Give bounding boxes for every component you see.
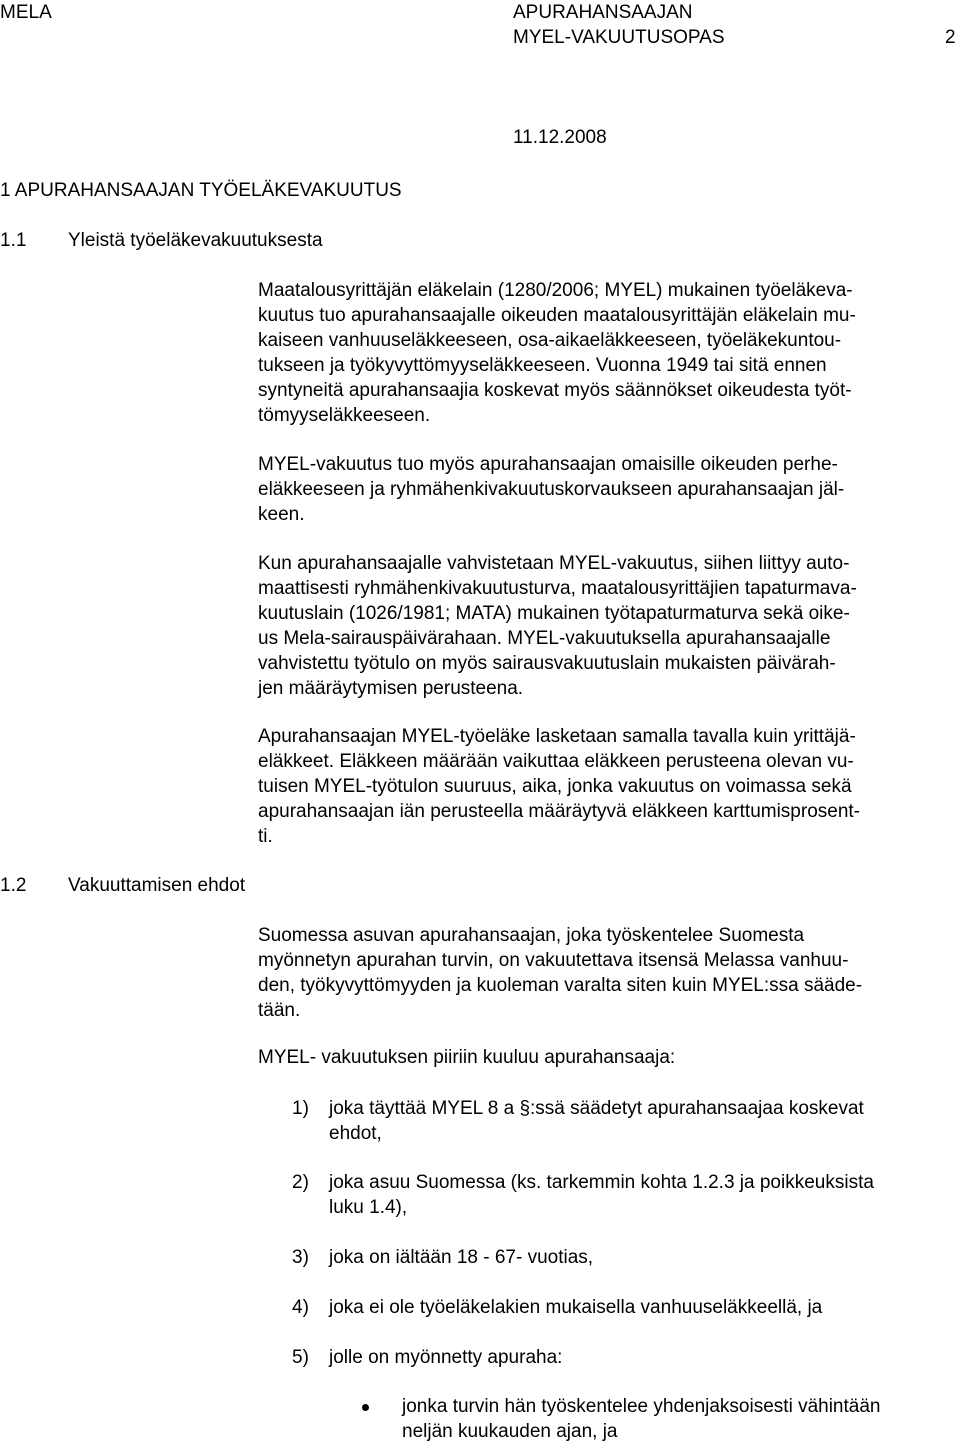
- list-item-4: [292, 1295, 822, 1320]
- bullet-item-text: jonka turvin hän työskentelee yhdenjaksoisesti vähintään: [402, 1396, 881, 1417]
- list-item-text: jolle on myönnetty apuraha:: [329, 1347, 563, 1368]
- text-line: kaiseen vanhuuseläkkeeseen, osa-aikaeläkkeeseen, työeläkekuntou-: [258, 330, 842, 351]
- text-line: apurahansaajan iän perusteella määräytyvä eläkkeen karttumisprosent-: [258, 801, 861, 822]
- text-line: kuutus tuo apurahansaajalle oikeuden maatalousyrittäjän eläkelain mu-: [258, 305, 856, 326]
- text-line: Apurahansaajan MYEL-työeläke lasketaan samalla tavalla kuin yrittäjä-: [258, 726, 856, 747]
- list-item-text: joka asuu Suomessa (ks. tarkemmin kohta 1.2.3 ja poikkeuksista: [329, 1172, 874, 1193]
- text-line: syntyneitä apurahansaajia koskevat myös säännökset oikeudesta työt-: [258, 380, 852, 401]
- list-item-text: ehdot,: [329, 1123, 382, 1144]
- paragraph-insurance-obligation: [258, 923, 948, 1023]
- text-line: tukseen ja työkyvyttömyyseläkkeeseen. Vuonna 1949 tai sitä ennen: [258, 355, 827, 376]
- list-item-number: 5): [292, 1347, 309, 1368]
- header-title-line1: APURAHANSAAJAN: [513, 2, 693, 23]
- text-line: tään.: [258, 1000, 301, 1021]
- bullet-icon: [362, 1404, 369, 1411]
- header-date: 11.12.2008: [513, 127, 607, 148]
- section-heading-1-2-number: 1.2: [0, 875, 27, 896]
- bullet-item-text: neljän kuukauden ajan, ja: [402, 1421, 618, 1442]
- list-item-2: [292, 1170, 874, 1220]
- section-heading-1-1-number: 1.1: [0, 230, 27, 251]
- text-line: kuutuslain (1026/1981; MATA) mukainen työtapaturmaturva sekä oike-: [258, 603, 850, 624]
- section-heading-1-2-text: Vakuuttamisen ehdot: [68, 875, 246, 896]
- list-item-number: 2): [292, 1172, 309, 1193]
- text-line: myönnetyn apurahan turvin, on vakuutettava itsensä Melassa vanhuu-: [258, 950, 849, 971]
- list-item-text: joka ei ole työeläkelakien mukaisella vanhuuseläkkeellä, ja: [329, 1297, 823, 1318]
- list-item-number: 3): [292, 1247, 309, 1268]
- bullet-item-1: [362, 1394, 880, 1444]
- list-item-3: [292, 1245, 593, 1270]
- text-line: ti.: [258, 826, 273, 847]
- text-line: us Mela-sairauspäivärahaan. MYEL-vakuutuksella apurahansaajalle: [258, 628, 831, 649]
- text-line: Suomessa asuvan apurahansaajan, joka työskentelee Suomesta: [258, 925, 805, 946]
- list-item-number: 1): [292, 1098, 309, 1119]
- list-item-5: [292, 1345, 562, 1370]
- list-item-text: joka täyttää MYEL 8 a §:ssä säädetyt apurahansaajaa koskevat: [329, 1098, 864, 1119]
- header-title-line2: MYEL-VAKUUTUSOPAS: [513, 27, 725, 48]
- list-item-text: luku 1.4),: [329, 1197, 408, 1218]
- text-line: jen määräytymisen perusteena.: [258, 678, 524, 699]
- paragraph-list-intro: [258, 1045, 948, 1070]
- text-line: MYEL- vakuutuksen piiriin kuuluu apurahansaaja:: [258, 1047, 676, 1068]
- text-line: eläkkeet. Eläkkeen määrään vaikuttaa eläkkeen perusteena olevan vu-: [258, 751, 854, 772]
- header-page-number: 2: [945, 27, 956, 48]
- text-line: tuisen MYEL-työtulon suuruus, aika, jonka vakuutus on voimassa sekä: [258, 776, 852, 797]
- text-line: den, työkyvyttömyyden ja kuoleman varalta siten kuin MYEL:ssa säädе-: [258, 975, 863, 996]
- text-line: MYEL-vakuutus tuo myös apurahansaajan omaisille oikeuden perhe-: [258, 454, 838, 475]
- section-heading-1: 1 APURAHANSAAJAN TYÖELÄKEVAKUUTUS: [0, 180, 402, 201]
- list-item-number: 4): [292, 1297, 309, 1318]
- list-item-1: [292, 1096, 864, 1146]
- text-line: Maatalousyrittäjän eläkelain (1280/2006; MYEL) mukainen työeläkeva-: [258, 280, 853, 301]
- paragraph-family-pension: [258, 452, 948, 527]
- paragraph-automatic-coverage: [258, 551, 948, 701]
- text-line: Kun apurahansaajalle vahvistetaan MYEL-vakuutus, siihen liittyy auto-: [258, 553, 850, 574]
- paragraph-pension-calculation: [258, 724, 948, 849]
- header-org-name: MELA: [0, 2, 52, 23]
- paragraph-myel-coverage: [258, 278, 948, 428]
- text-line: tömyyseläkkeeseen.: [258, 405, 431, 426]
- text-line: eläkkeeseen ja ryhmähenkivakuutuskorvaukseen apurahansaajan jäl-: [258, 479, 845, 500]
- text-line: vahvistettu työtulo on myös sairausvakuutuslain mukaisten päivärah-: [258, 653, 836, 674]
- list-item-text: joka on iältään 18 - 67- vuotias,: [329, 1247, 594, 1268]
- text-line: keen.: [258, 504, 305, 525]
- text-line: maattisesti ryhmähenkivakuutusturva, maatalousyrittäjien tapaturmava-: [258, 578, 857, 599]
- section-heading-1-1-text: Yleistä työeläkevakuutuksesta: [68, 230, 323, 251]
